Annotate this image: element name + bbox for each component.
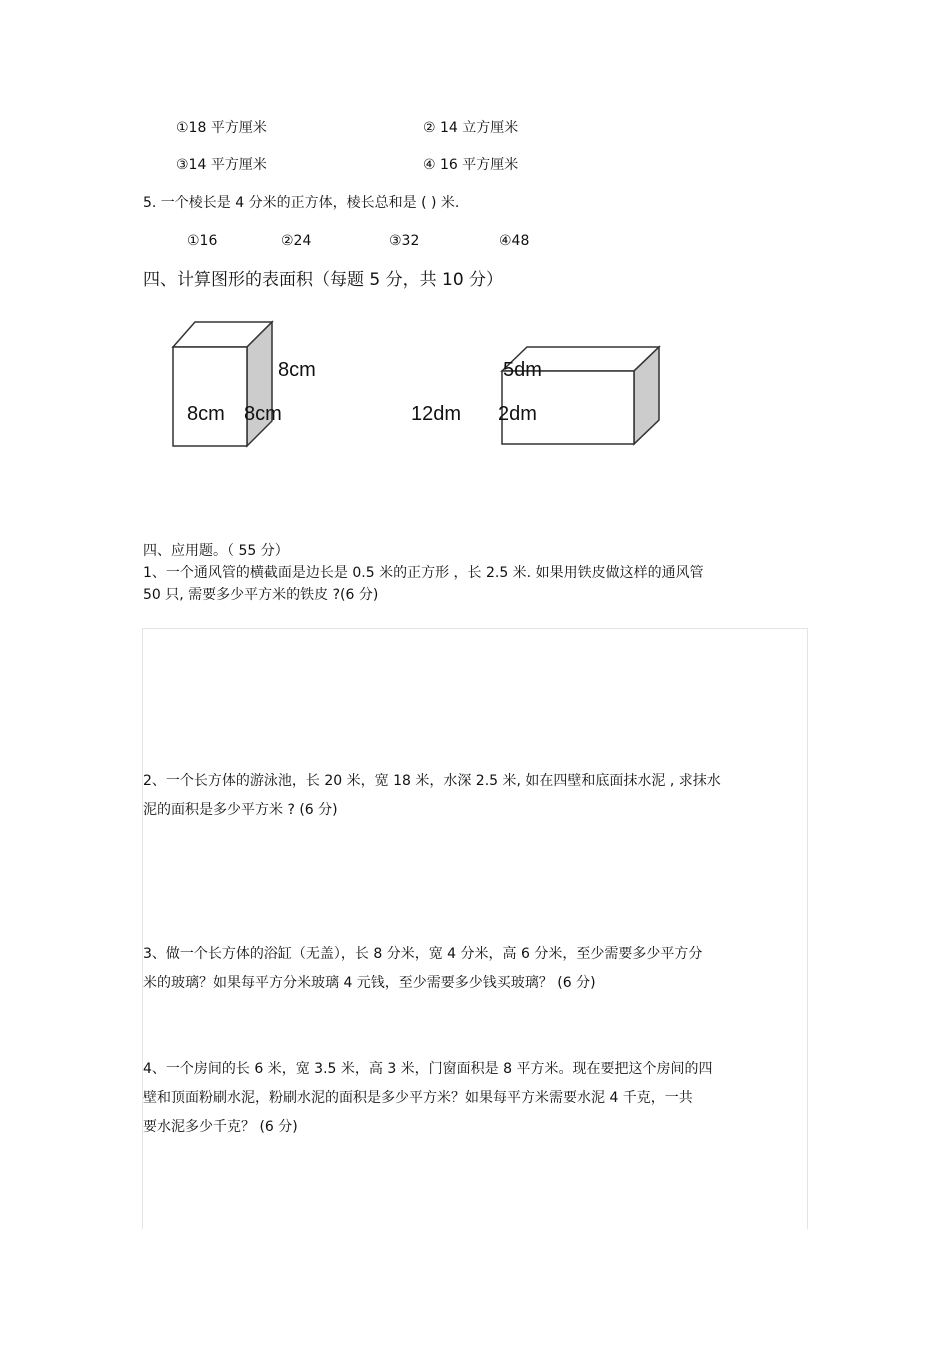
applied-q2-line1: 2、一个长方体的游泳池，长 20 米，宽 18 米，水深 2.5 米, 如在四壁和底面抹水泥 , 求抹水: [143, 773, 721, 789]
q4-option-2: ② 14 立方厘米: [423, 120, 519, 136]
cuboid-label-height: 5dm: [503, 359, 542, 381]
applied-q3-line2: 米的玻璃？如果每平方分米玻璃 4 元钱，至少需要多少钱买玻璃？ (6 分): [143, 975, 596, 991]
applied-q4-line1: 4、一个房间的长 6 米，宽 3.5 米，高 3 米，门窗面积是 8 平方米。现在要把这个房间的四: [143, 1061, 713, 1077]
q4-option-1: ①18 平方厘米: [176, 120, 267, 136]
applied-q4-line2: 壁和顶面粉刷水泥，粉刷水泥的面积是多少平方米？如果每平方米需要水泥 4 千克，一共: [143, 1090, 693, 1106]
applied-q1-line2: 50 只, 需要多少平方米的铁皮 ?(6 分): [143, 587, 379, 603]
section-surface-area-title: 四、计算图形的表面积（每题 5 分，共 10 分）: [143, 270, 504, 290]
cube-label-top: 8cm: [278, 359, 316, 381]
q5-stem: 5. 一个棱长是 4 分米的正方体，棱长总和是 ( ) 米.: [143, 195, 460, 211]
cuboid-label-length: 12dm: [411, 403, 462, 425]
cube-label-front: 8cm: [187, 403, 225, 425]
q5-option-2: ②24: [281, 233, 312, 249]
applied-section-title: 四、应用题。（ 55 分）: [143, 543, 289, 559]
q4-option-4: ④ 16 平方厘米: [423, 157, 519, 173]
applied-q1-line1: 1、一个通风管的横截面是边长是 0.5 米的正方形 ，长 2.5 米. 如果用铁皮做这样的通风管: [143, 565, 704, 581]
q4-option-3: ③14 平方厘米: [176, 157, 267, 173]
answer-area-frame: [142, 628, 808, 1229]
cube-front-face: [173, 347, 247, 446]
q5-option-3: ③32: [389, 233, 420, 249]
q5-option-4: ④48: [499, 233, 530, 249]
applied-q4-line3: 要水泥多少千克？ (6 分): [143, 1119, 298, 1135]
geometry-figures: [0, 0, 950, 500]
applied-q3-line1: 3、做一个长方体的浴缸（无盖），长 8 分米，宽 4 分米，高 6 分米，至少需要多少平方分: [143, 946, 703, 962]
cuboid-label-width: 2dm: [498, 403, 537, 425]
cube-label-side: 8cm: [244, 403, 282, 425]
applied-q2-line2: 泥的面积是多少平方米 ? (6 分): [143, 802, 338, 818]
cube-figure: [173, 322, 272, 446]
q5-option-1: ①16: [187, 233, 218, 249]
